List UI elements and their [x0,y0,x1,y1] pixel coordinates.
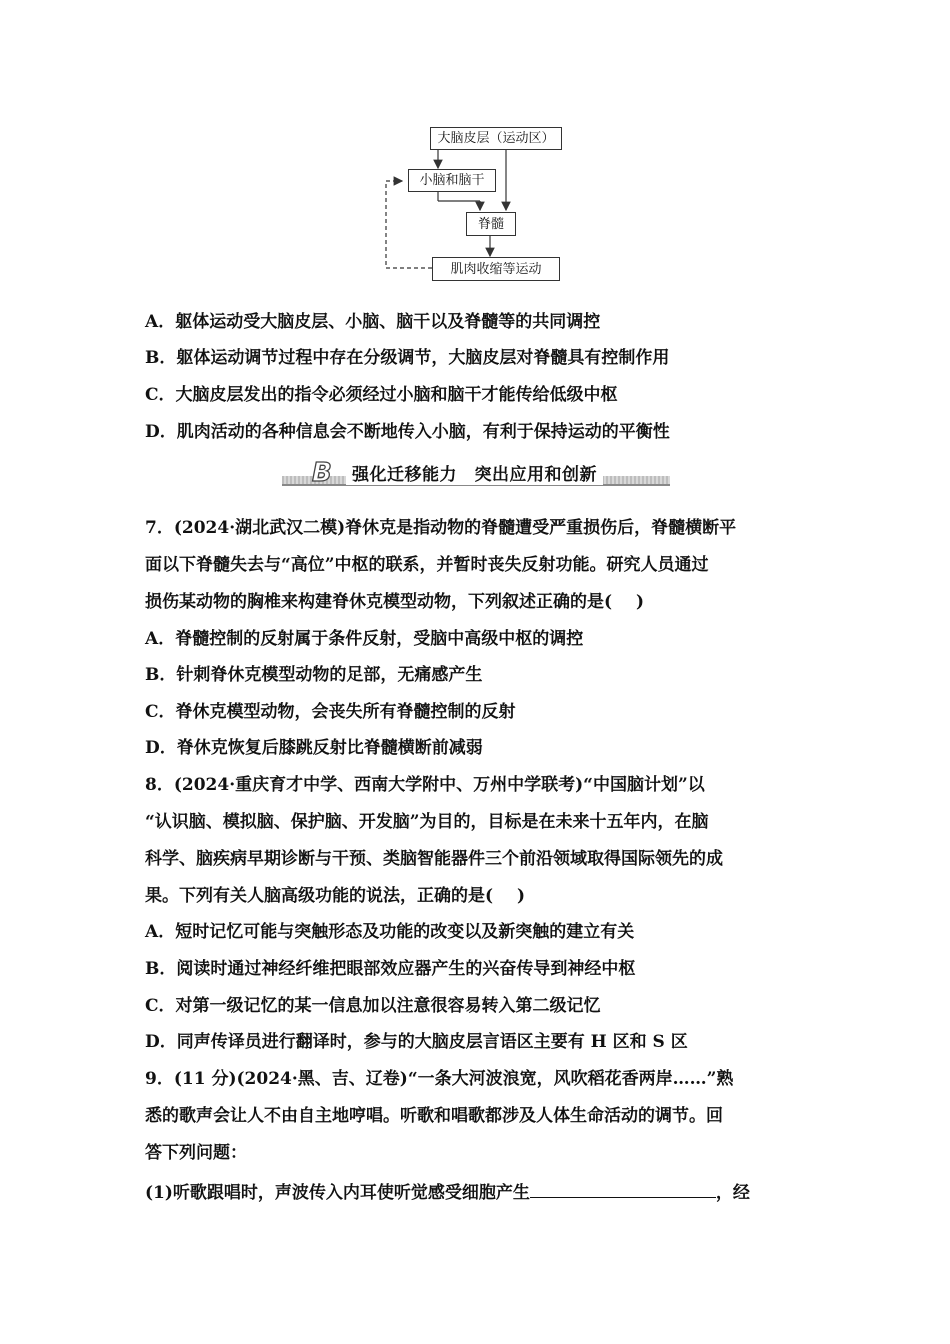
q7-option-d: D．脊休克恢复后膝跳反射比脊髓横断前减弱 [145,738,483,758]
q8-text-1: “中国脑计划”以 [583,775,705,795]
q8-number: 8． [145,775,174,795]
q9-line-2: 悉的歌声会让人不由自主地哼唱。听歌和唱歌都涉及人体生命活动的调节。回 [145,1106,723,1126]
q7-number: 7． [145,518,174,538]
q9-source: (11 分)(2024·黑、吉、辽卷) [173,1069,408,1089]
box-spinal-cord: 脊髓 [466,212,516,236]
q7-text-1: 脊休克是指动物的脊髓遭受严重损伤后，脊髓横断平 [345,518,737,538]
q6-option-d: D．肌肉活动的各种信息会不断地传入小脑，有利于保持运动的平衡性 [145,422,670,442]
q8-option-b: B．阅读时通过神经纤维把眼部效应器产生的兴奋传导到神经中枢 [145,959,636,979]
answer-blank[interactable] [530,1180,716,1198]
box-cerebral-cortex: 大脑皮层（运动区） [430,127,562,150]
q9-line-3: 答下列问题： [145,1143,247,1163]
q9-number: 9． [145,1069,174,1089]
q9-sub1-end: ，经 [715,1183,750,1203]
q8-line-3: 科学、脑疾病早期诊断与干预、类脑智能器件三个前沿领域取得国际领先的成 [145,849,723,869]
q8-source: (2024·重庆育才中学、西南大学附中、万州中学联考) [173,775,584,795]
q6-option-a: A．躯体运动受大脑皮层、小脑、脑干以及脊髓等的共同调控 [145,312,601,332]
box-muscle-contraction: 肌肉收缩等运动 [432,257,560,281]
q9-sub1-text: (1)听歌跟唱时，声波传入内耳使听觉感受细胞产生 [145,1183,530,1203]
q9-text-1: “一条大河波浪宽，风吹稻花香两岸……”熟 [407,1069,734,1089]
q8-option-d: D．同声传译员进行翻译时，参与的大脑皮层言语区主要有 H 区和 S 区 [145,1032,688,1052]
q9-sub1-line [145,1180,750,1203]
q7-option-a: A．脊髓控制的反射属于条件反射，受脑中高级中枢的调控 [145,629,584,649]
q7-text-3: 损伤某动物的胸椎来构建脊休克模型动物，下列叙述正确的是( [145,592,613,612]
q7-line-1 [145,518,736,538]
q7-option-b: B．针刺脊休克模型动物的足部，无痛感产生 [145,665,483,685]
box-cerebellum-brainstem: 小脑和脑干 [408,169,496,192]
section-banner [282,458,670,490]
q9-line-1 [145,1069,733,1089]
motor-control-diagram [380,124,580,284]
q8-option-c: C．对第一级记忆的某一信息加以注意很容易转入第二级记忆 [145,996,601,1016]
q6-option-b: B．躯体运动调节过程中存在分级调节，大脑皮层对脊髓具有控制作用 [145,348,670,368]
q7-close-paren: ) [636,592,645,612]
q8-text-4: 果。下列有关人脑高级功能的说法，正确的是( [145,886,494,906]
q6-option-c: C．大脑皮层发出的指令必须经过小脑和脑干才能传给低级中枢 [145,385,618,405]
q7-option-c: C．脊休克模型动物，会丧失所有脊髓控制的反射 [145,702,516,722]
q8-line-2: “认识脑、模拟脑、保护脑、开发脑”为目的，目标是在未来十五年内，在脑 [145,812,709,832]
banner-letter-icon: B [312,458,332,488]
dashed-feedback-arrow [386,181,432,268]
banner-title: 强化迁移能力 突出应用和创新 [346,460,603,485]
q7-source: (2024·湖北武汉二模) [173,518,346,538]
q7-line-2: 面以下脊髓失去与“高位”中枢的联系，并暂时丧失反射功能。研究人员通过 [145,555,709,575]
q7-line-3 [145,592,644,612]
q8-line-4 [145,886,525,906]
q8-option-a: A．短时记忆可能与突触形态及功能的改变以及新突触的建立有关 [145,922,635,942]
q8-close-paren: ) [517,886,526,906]
q8-line-1 [145,775,705,795]
